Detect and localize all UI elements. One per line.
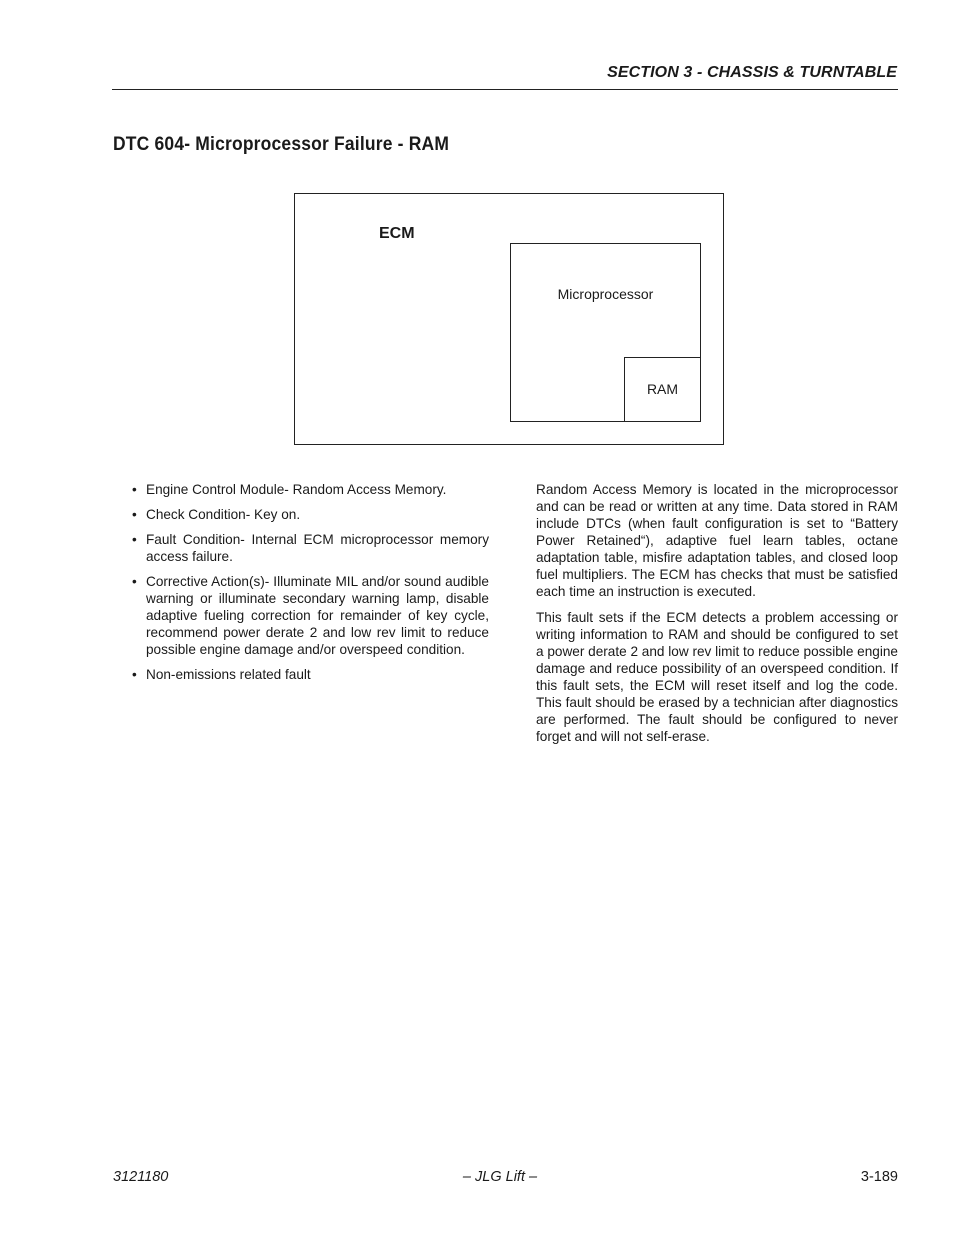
bullet-text: Non-emissions related fault	[146, 667, 311, 682]
footer-publisher: – JLG Lift –	[462, 1169, 538, 1185]
microprocessor-box	[510, 243, 701, 422]
page-title: DTC 604- Microprocessor Failure - RAM	[113, 134, 450, 155]
description-paragraph-2: This fault sets if the ECM detects a problem accessing or writing information to RAM and should be configured to set a power derate 2 and low rev limit to reduce possible engine damage and reduce possibility of an overspeed condition. If this fault sets, the ECM will reset itself and log the code. This fault should be erased by a technician after diagnostics are performed. The fault should be configured to never forget and will not self-erase.	[536, 610, 898, 744]
footer-page-number: 3-189	[860, 1169, 898, 1185]
bullet-item	[132, 531, 489, 565]
ram-label: RAM	[646, 381, 679, 397]
section-header: SECTION 3 - CHASSIS & TURNTABLE	[607, 64, 897, 81]
ecm-label: ECM	[379, 225, 415, 242]
bullet-dot: •	[132, 482, 137, 497]
bullet-text: Corrective Action(s)- Illuminate MIL and/or sound audible warning or illuminate secondary warning lamp, disable adaptive fueling correction for remainder of key cycle, recommend power derate 2 and low rev limit to reduce possible engine damage and/or overspeed condition.	[146, 574, 489, 657]
bullet-text: Engine Control Module- Random Access Memory.	[146, 482, 447, 497]
ram-box	[624, 357, 701, 422]
footer-doc-number: 3121180	[113, 1169, 169, 1185]
bullet-item	[132, 666, 489, 683]
microprocessor-label: Microprocessor	[557, 286, 654, 302]
bullet-item	[132, 481, 489, 498]
bullet-dot: •	[132, 507, 137, 522]
description-paragraph-1: Random Access Memory is located in the microprocessor and can be read or written at any time. Data stored in RAM include DTCs (when fault configuration is set to “Battery Power Retained“), adaptive fuel learn tables, octane adaptation table, misfire adaptation tables, and closed loop fuel multipliers. The ECM has checks that must be satisfied each time an instruction is executed.	[536, 482, 898, 599]
header-rule	[112, 89, 898, 90]
ecm-diagram	[294, 193, 724, 445]
bullet-dot: •	[132, 574, 137, 589]
bullet-text: Check Condition- Key on.	[146, 507, 301, 522]
bullet-dot: •	[132, 532, 137, 547]
bullet-text: Fault Condition- Internal ECM microprocessor memory access failure.	[146, 532, 489, 564]
bullet-item	[132, 573, 489, 658]
bullet-dot: •	[132, 667, 137, 682]
bullet-item	[132, 506, 489, 523]
description-column	[536, 481, 898, 754]
condition-bullet-list	[132, 481, 489, 691]
